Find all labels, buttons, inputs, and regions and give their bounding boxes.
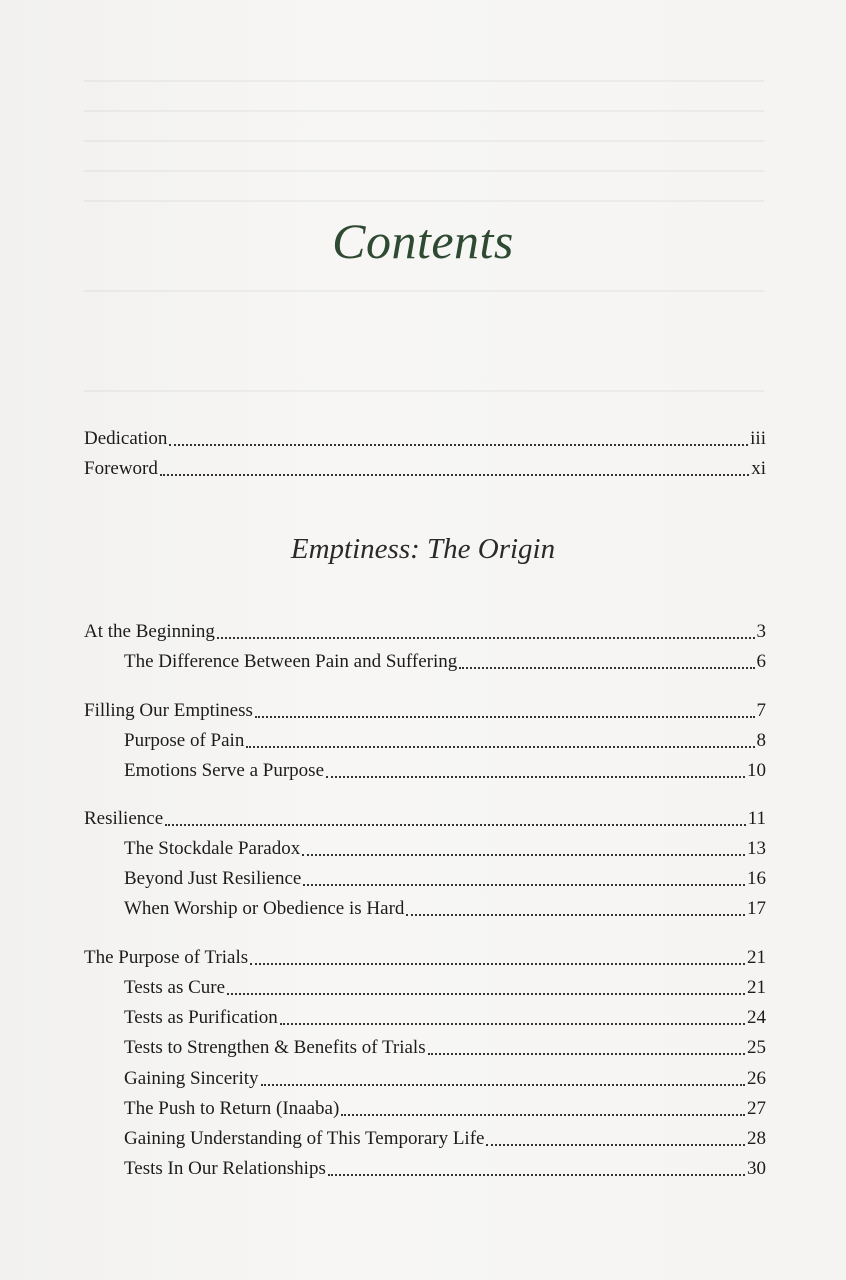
- toc-subentry[interactable]: [124, 861, 766, 891]
- toc-subentry[interactable]: [124, 891, 766, 921]
- dot-leader: [486, 1144, 745, 1146]
- toc-chapter[interactable]: [84, 693, 766, 723]
- toc-entry-label: The Difference Between Pain and Suffering: [124, 651, 458, 672]
- toc-entry-page: 11: [747, 808, 766, 829]
- dot-leader: [428, 1053, 745, 1055]
- toc-entry-label: When Worship or Obedience is Hard: [124, 898, 405, 919]
- toc-entry-label: Purpose of Pain: [124, 730, 245, 751]
- toc-entry-foreword[interactable]: [84, 451, 766, 481]
- toc-entry-page: 3: [756, 621, 766, 642]
- toc-chapter[interactable]: [84, 940, 766, 970]
- bleed-through-line: [84, 290, 764, 292]
- toc-subentry[interactable]: [124, 1151, 766, 1181]
- dot-leader: [328, 1174, 745, 1176]
- dot-leader: [169, 444, 748, 446]
- toc-entry-page: 24: [747, 1007, 766, 1028]
- dot-leader: [261, 1084, 745, 1086]
- toc-entry-label: Filling Our Emptiness: [84, 700, 253, 721]
- toc-entry-page: 27: [747, 1098, 766, 1119]
- bleed-through-line: [84, 200, 764, 202]
- toc-subentry[interactable]: [124, 1091, 766, 1121]
- bleed-through-line: [84, 80, 764, 82]
- toc-entry-dedication[interactable]: [84, 421, 766, 451]
- toc-subentry[interactable]: [124, 1121, 766, 1151]
- toc-entry-label: The Purpose of Trials: [84, 947, 249, 968]
- toc-entry-page: 21: [747, 947, 766, 968]
- dot-leader: [303, 884, 745, 886]
- toc-entry-page: 30: [747, 1158, 766, 1179]
- dot-leader: [246, 746, 754, 748]
- toc-entry-page: iii: [750, 428, 766, 449]
- toc-entry-page: 13: [747, 838, 766, 859]
- toc-entry-label: At the Beginning: [84, 621, 215, 642]
- section-title: Emptiness: The Origin: [290, 533, 556, 565]
- toc-subentry[interactable]: [124, 1061, 766, 1091]
- toc-subentry[interactable]: [124, 753, 766, 783]
- toc-entry-label: Beyond Just Resilience: [124, 868, 302, 889]
- dot-leader: [280, 1023, 745, 1025]
- toc-entry-label: Resilience: [84, 808, 164, 829]
- toc-chapter[interactable]: [84, 614, 766, 644]
- toc-entry-page: 16: [747, 868, 766, 889]
- bleed-through-line: [84, 110, 764, 112]
- dot-leader: [326, 776, 745, 778]
- toc-entry-page: 25: [747, 1037, 766, 1058]
- dot-leader: [302, 854, 745, 856]
- toc-entry-page: xi: [751, 458, 766, 479]
- toc-entry-page: 7: [756, 700, 766, 721]
- toc-entry-label: The Push to Return (Inaaba): [124, 1098, 340, 1119]
- toc-entry-label: Gaining Sincerity: [124, 1068, 259, 1089]
- toc-entry-label: Dedication: [84, 428, 168, 449]
- toc-entry-page: 28: [747, 1128, 766, 1149]
- toc-subentry[interactable]: [124, 831, 766, 861]
- dot-leader: [250, 963, 745, 965]
- bleed-through-line: [84, 140, 764, 142]
- toc-entry-label: The Stockdale Paradox: [124, 838, 301, 859]
- toc-entry-page: 17: [747, 898, 766, 919]
- toc-entry-page: 21: [747, 977, 766, 998]
- page-title: Contents: [332, 213, 514, 269]
- toc-entry-label: Tests as Cure: [124, 977, 226, 998]
- toc-entry-page: 10: [747, 760, 766, 781]
- toc-subentry[interactable]: [124, 644, 766, 674]
- dot-leader: [160, 474, 749, 476]
- dot-leader: [255, 716, 755, 718]
- toc-subentry[interactable]: [124, 1000, 766, 1030]
- toc-entry-label: Foreword: [84, 458, 158, 479]
- toc-subentry[interactable]: [124, 723, 766, 753]
- dot-leader: [459, 667, 754, 669]
- dot-leader: [217, 637, 755, 639]
- toc-entry-label: Emotions Serve a Purpose: [124, 760, 325, 781]
- toc-subentry[interactable]: [124, 970, 766, 1000]
- bleed-through-line: [84, 390, 764, 392]
- toc-entry-label: Tests to Strengthen & Benefits of Trials: [124, 1037, 426, 1058]
- toc-entry-page: 26: [747, 1068, 766, 1089]
- dot-leader: [341, 1114, 745, 1116]
- bleed-through-line: [84, 170, 764, 172]
- dot-leader: [227, 993, 745, 995]
- dot-leader: [165, 824, 746, 826]
- toc-entry-page: 6: [756, 651, 766, 672]
- toc-chapter[interactable]: [84, 801, 766, 831]
- toc-subentry[interactable]: [124, 1030, 766, 1060]
- toc-entry-label: Tests as Purification: [124, 1007, 278, 1028]
- toc-entry-page: 8: [756, 730, 766, 751]
- dot-leader: [406, 914, 745, 916]
- toc-entry-label: Gaining Understanding of This Temporary Life: [124, 1128, 485, 1149]
- toc-entry-label: Tests In Our Relationships: [124, 1158, 326, 1179]
